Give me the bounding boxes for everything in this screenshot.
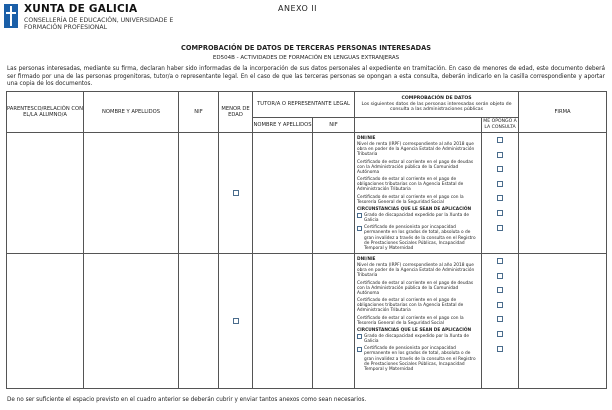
header-data-check-desc: Los siguientes datos de las personas interesadas serán objeto de consulta a las administraciones públicas [361,101,512,113]
annex-label: ANEXO II [278,4,318,13]
minor-cell [219,254,253,389]
check-social-security: Certificado de estar al corriente en el pago con la Tesorería General de la Seguridad Social [357,194,464,205]
check-tax-obligations: Certificado de estar al corriente en el pago de obligaciones tributarias con la Agencia Estatal de Administración Tributaria [357,177,464,193]
name-cell[interactable] [84,133,179,254]
section-circumstances: CIRCUNSTANCIAS QUE LE SEAN DE APLICACIÓN [357,327,472,333]
circumstance-checkbox[interactable] [357,213,362,218]
relationship-cell[interactable] [7,133,84,254]
section-dni: DNI/NIE [357,136,376,141]
header-signature: FIRMA [519,92,607,133]
data-check-list [355,133,482,254]
check-income: Nivel de renta (IRPF) correspondiente al año 2018 que obra en poder de la Agencia Estatal de Administración Tributaria [357,263,475,279]
document-subtitle: ED504B - ACTIVIDADES DE FORMACIÓN EN LENGUAS EXTRANJERAS [212,55,400,61]
nif-cell[interactable] [179,133,219,254]
xunta-emblem-icon [4,4,18,28]
guardian-name-cell[interactable] [253,254,313,389]
org-subtitle: CONSELLERÍA DE EDUCACIÓN, UNIVERSIDADE E FORMACIÓN PROFESIONAL [24,17,174,32]
signature-cell[interactable] [519,254,607,389]
minor-checkbox[interactable] [233,190,239,196]
header-guardian-name: NOMBRE Y APELLIDOS [253,117,313,132]
oppose-column [482,254,519,389]
check-income: Nivel de renta (IRPF) correspondiente al año 2018 que obra en poder de la Agencia Estatal de Administración Tributaria [357,142,475,158]
signature-cell[interactable] [519,133,607,254]
header-guardian: TUTOR/A O REPRESENTANTE LEGAL [253,92,355,118]
circumstance-pension: Certificado de pensionista por incapacidad permanente en los grados de total, absoluta o de gran invalidez a través de la consulta en el Registro de Prestaciones Sociales Públicas, Incapacidad Temporal y Maternidad [364,346,476,372]
oppose-pension-checkbox[interactable] [497,346,503,352]
document-title: COMPROBACIÓN DE DATOS DE TERCERAS PERSONAS INTERESADAS [181,44,431,52]
circumstance-checkbox[interactable] [357,347,362,352]
nif-cell[interactable] [179,254,219,389]
guardian-name-cell[interactable] [253,133,313,254]
circumstance-checkbox[interactable] [357,226,362,231]
check-regional-debts: Certificado de estar al corriente en el pago de deudas con la Administración pública de la Comunidad Autónoma [357,280,474,296]
org-title: XUNTA DE GALICIA [24,3,138,15]
xunta-logo [4,3,204,33]
oppose-regional-debts-checkbox[interactable] [497,287,503,293]
oppose-column [482,133,519,254]
oppose-dni-checkbox[interactable] [497,258,503,264]
header-nif: NIF [179,92,219,133]
circumstance-disability: Grado de discapacidad expedido por la Xunta de Galicia [364,333,469,345]
oppose-social-security-checkbox[interactable] [497,316,503,322]
circumstance-disability: Grado de discapacidad expedido por la Xunta de Galicia [364,212,469,224]
data-check-list [355,254,482,389]
minor-cell [219,133,253,254]
oppose-income-checkbox[interactable] [497,273,503,279]
header-guardian-nif: NIF [313,117,355,132]
check-regional-debts: Certificado de estar al corriente en el pago de deudas con la Administración pública de la Comunidad Autónoma [357,159,474,175]
oppose-disability-checkbox[interactable] [497,331,503,337]
guardian-nif-cell[interactable] [313,254,355,389]
section-dni: DNI/NIE [357,257,376,262]
oppose-social-security-checkbox[interactable] [497,195,503,201]
header-minor: MENOR DE EDAD [219,92,253,133]
oppose-tax-checkbox[interactable] [497,302,503,308]
header-name: NOMBRE Y APELLIDOS [84,92,179,133]
header-data-check-title: COMPROBACIÓN DE DATOS [401,96,472,102]
name-cell[interactable] [84,254,179,389]
third-party-table [6,91,607,389]
oppose-disability-checkbox[interactable] [497,210,503,216]
check-social-security: Certificado de estar al corriente en el pago con la Tesorería General de la Seguridad Social [357,315,464,326]
oppose-income-checkbox[interactable] [497,152,503,158]
minor-checkbox[interactable] [233,318,239,324]
circumstance-checkbox[interactable] [357,334,362,339]
footnote: De no ser suficiente el espacio previsto en el cuadro anterior se deberán cubrir y enviar tantos anexos como sean necesarios. [7,397,367,403]
section-circumstances: CIRCUNSTANCIAS QUE LE SEAN DE APLICACIÓN [357,206,472,212]
header-relationship: PARENTESCO/RELACIÓN CON EL/LA ALUMNO/A [7,92,84,133]
oppose-pension-checkbox[interactable] [497,225,503,231]
oppose-tax-checkbox[interactable] [497,181,503,187]
check-tax-obligations: Certificado de estar al corriente en el pago de obligaciones tributarias con la Agencia Estatal de Administración Tributaria [357,298,464,314]
oppose-dni-checkbox[interactable] [497,137,503,143]
header-data-check [355,92,519,118]
header-oppose: ME OPONGO A LA CONSULTA [482,117,519,132]
intro-paragraph: Las personas interesadas, mediante su firma, declaran haber sido informadas de la incorporación de sus datos personales al expediente en tramitación. En caso de menores de edad, este documento deberá ser firmado por una de las personas progenitoras, tutor/a o representante legal. En el caso de que las terceras personas se opongan a esta consulta, deberán indicarlo en la casilla correspondiente y aportar una copia de los documentos. [7,66,605,88]
circumstance-pension: Certificado de pensionista por incapacidad permanente en los grados de total, absoluta o de gran invalidez a través de la consulta en el Registro de Prestaciones Sociales Públicas, Incapacidad Temporal y Maternidad [364,225,476,251]
guardian-nif-cell[interactable] [313,133,355,254]
relationship-cell[interactable] [7,254,84,389]
oppose-regional-debts-checkbox[interactable] [497,166,503,172]
